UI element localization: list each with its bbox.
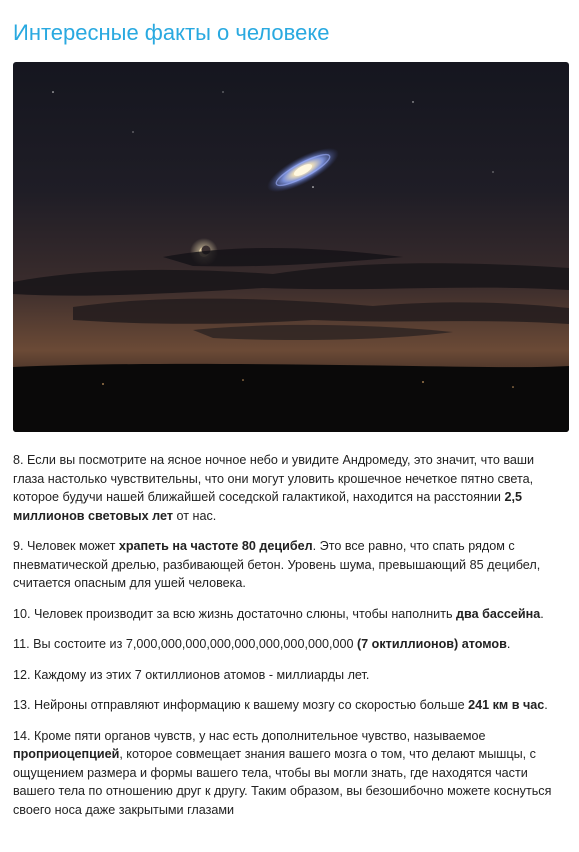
fact-item: 13. Нейроны отправляют информацию к вашему мозгу со скоростью больше 241 км в час. xyxy=(13,698,548,712)
page-title: Интересные факты о человеке xyxy=(13,20,330,45)
fact-item: 10. Человек производит за всю жизнь достаточно слюны, чтобы наполнить два бассейна. xyxy=(13,606,544,621)
fact-item: 12. Каждому из этих 7 октиллионов атомов - миллиарды лет. xyxy=(13,667,370,682)
fact-item: 14. Кроме пяти органов чувств, у нас есть дополнительное чувство, называемое проприоцепцией, которое совмещает знания вашего мозга о том, что делают мышцы, с ощущением размера и формы вашего тела, чтобы вы могли знать, где находятся части вашего тела по отношению друг к другу. Таким образом, вы безошибочно можете коснуться своего носа даже закрытыми глазами xyxy=(13,728,552,817)
andromeda-photo xyxy=(13,62,569,432)
fact-item: 8. Если вы посмотрите на ясное ночное небо и увидите Андромеду, это значит, что ваши глаза настолько чувствительны, что они могут уловить крошечное нечеткое пятно света, которое будучи нашей ближайшей соседской галактикой, находится на расстоянии 2,5 миллионов световых лет от нас. xyxy=(13,453,535,523)
fact-item: 11. Вы состоите из 7,000,000,000,000,000,000,000,000,000 (7 октиллионов) атомов. xyxy=(13,637,511,651)
fact-item: 9. Человек может храпеть на частоте 80 децибел. Это все равно, что спать рядом с пневматической дрелью, разбивающей бетон. Уровень шума, превышающий 85 децибел, считается опасным для ушей человека. xyxy=(13,539,541,590)
facts-list xyxy=(13,451,565,831)
